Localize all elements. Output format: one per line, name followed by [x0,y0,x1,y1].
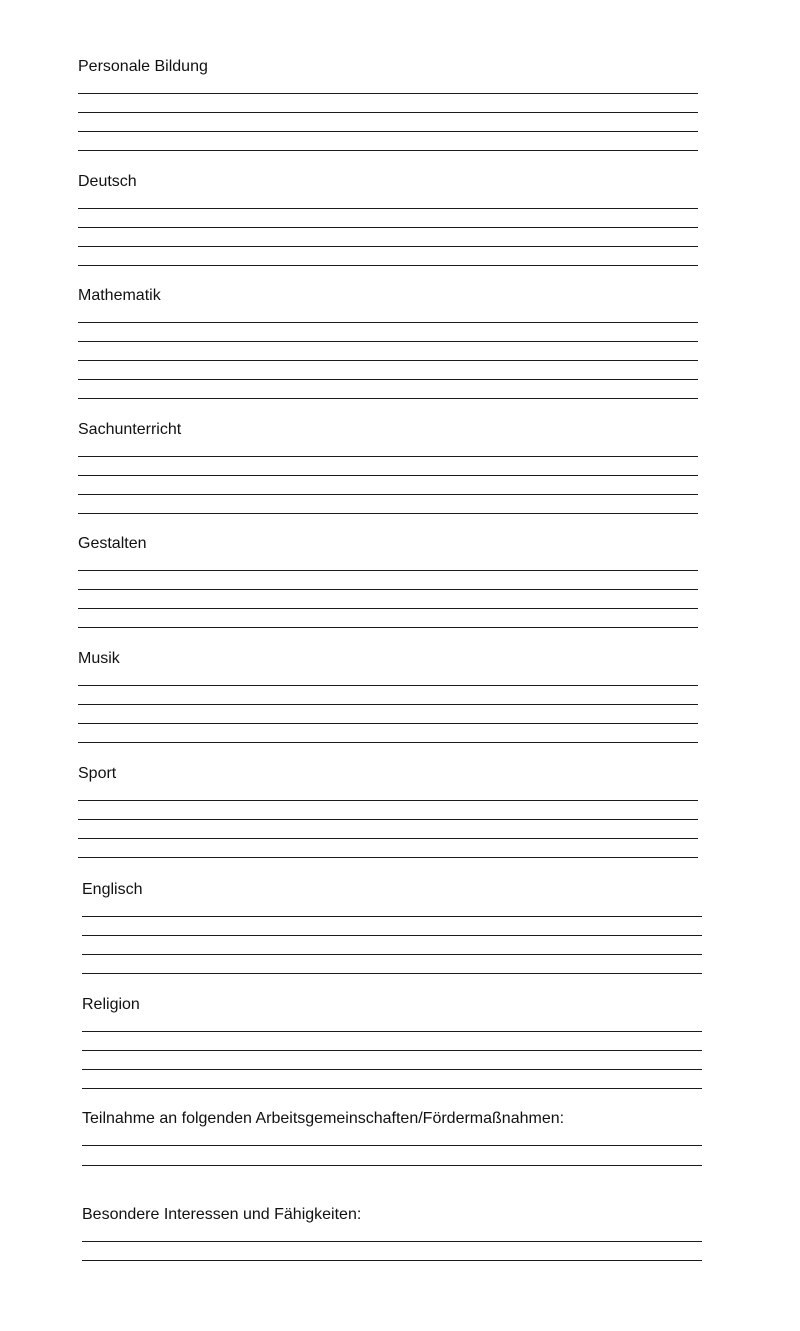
writing-line[interactable] [78,513,698,514]
section-interessen [82,1206,702,1266]
section-sachunterricht [78,421,698,517]
writing-line[interactable] [78,112,698,113]
writing-line[interactable] [78,627,698,628]
writing-line[interactable] [82,1145,702,1146]
writing-line[interactable] [82,954,702,955]
writing-line[interactable] [78,494,698,495]
section-arbeitsgemeinschaften [82,1110,702,1170]
writing-line[interactable] [78,742,698,743]
writing-line[interactable] [78,322,698,323]
writing-line[interactable] [78,704,698,705]
writing-line[interactable] [78,360,698,361]
writing-line[interactable] [78,800,698,801]
writing-line[interactable] [82,916,702,917]
section-label-deutsch: Deutsch [78,173,137,190]
section-label-arbeitsgemeinschaften: Teilnahme an folgenden Arbeitsgemeinschaften/Fördermaßnahmen: [82,1110,565,1127]
writing-line[interactable] [82,973,702,974]
section-label-sachunterricht: Sachunterricht [78,421,182,438]
section-label-religion: Religion [82,996,140,1013]
writing-line[interactable] [82,1165,702,1166]
writing-line[interactable] [78,456,698,457]
writing-line[interactable] [82,1050,702,1051]
section-gestalten [78,535,698,631]
section-personale-bildung [78,58,698,154]
writing-line[interactable] [82,935,702,936]
section-sport [78,765,698,861]
writing-line[interactable] [78,93,698,94]
writing-line[interactable] [78,608,698,609]
writing-line[interactable] [82,1031,702,1032]
writing-line[interactable] [78,246,698,247]
writing-line[interactable] [78,150,698,151]
section-musik [78,650,698,746]
writing-line[interactable] [78,570,698,571]
writing-line[interactable] [82,1069,702,1070]
writing-line[interactable] [78,341,698,342]
section-label-interessen: Besondere Interessen und Fähigkeiten: [82,1206,362,1223]
writing-line[interactable] [78,475,698,476]
writing-line[interactable] [78,685,698,686]
writing-line[interactable] [78,227,698,228]
writing-line[interactable] [78,398,698,399]
writing-line[interactable] [78,589,698,590]
writing-line[interactable] [78,857,698,858]
writing-line[interactable] [82,1241,702,1242]
writing-line[interactable] [78,379,698,380]
writing-line[interactable] [78,838,698,839]
writing-line[interactable] [82,1088,702,1089]
writing-line[interactable] [78,208,698,209]
writing-line[interactable] [82,1260,702,1261]
section-deutsch [78,173,698,269]
section-label-gestalten: Gestalten [78,535,147,552]
section-mathematik [78,287,698,402]
writing-line[interactable] [78,819,698,820]
section-label-sport: Sport [78,765,117,782]
section-label-personale-bildung: Personale Bildung [78,58,208,75]
writing-line[interactable] [78,265,698,266]
section-label-mathematik: Mathematik [78,287,161,304]
section-religion [82,996,702,1092]
writing-line[interactable] [78,723,698,724]
section-label-musik: Musik [78,650,120,667]
section-label-englisch: Englisch [82,881,143,898]
section-englisch [82,881,702,977]
writing-line[interactable] [78,131,698,132]
